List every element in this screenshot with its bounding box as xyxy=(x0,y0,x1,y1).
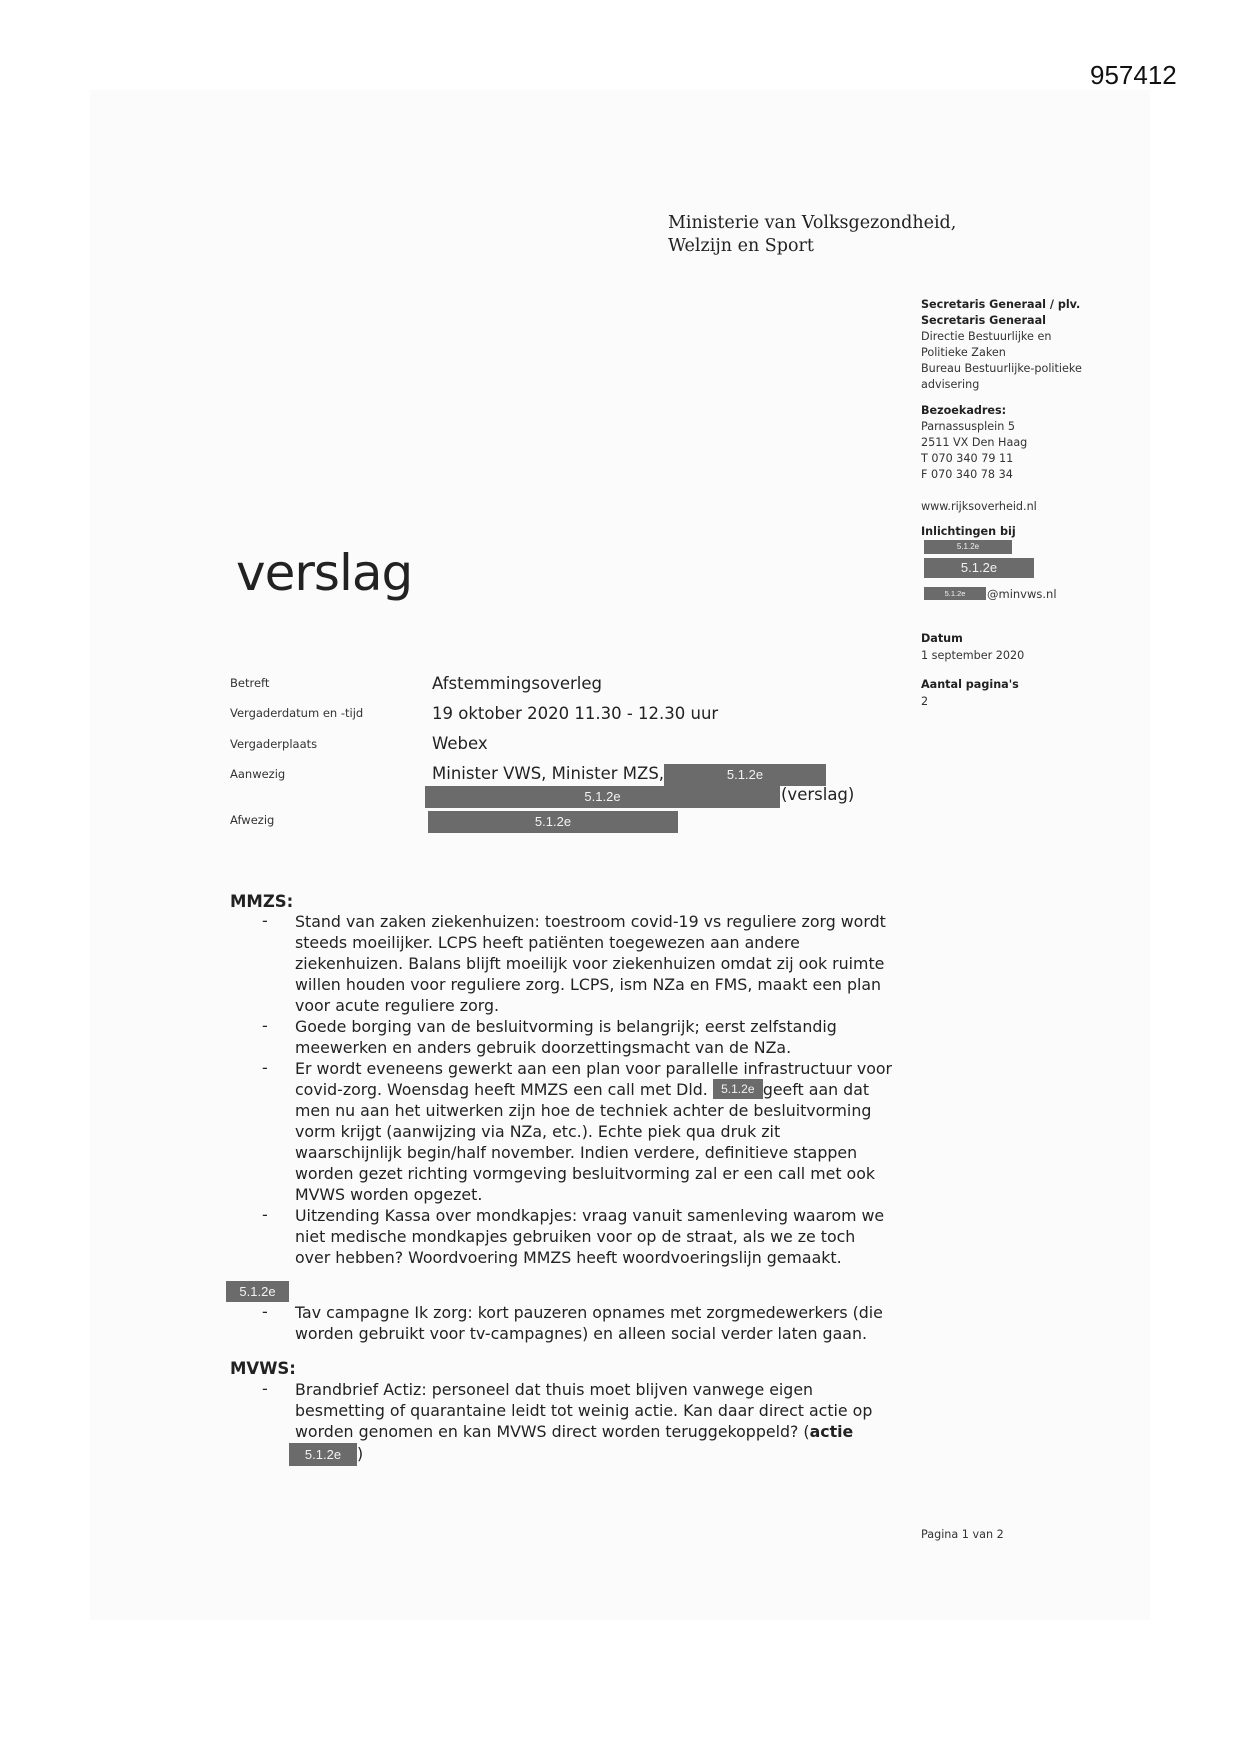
website-link[interactable]: www.rijksoverheid.nl xyxy=(921,500,1037,513)
redaction-box: 5.1.2e xyxy=(924,587,986,600)
bullet-dash: - xyxy=(262,1302,268,1321)
section-heading-mmzs: MMZS: xyxy=(230,892,294,911)
bullet-dash: - xyxy=(262,1205,268,1224)
page-number: Pagina 1 van 2 xyxy=(921,1528,1004,1541)
list-item: Brandbrief Actiz: personeel dat thuis moet blijven vanwege eigen besmetting of quarantaine leidt tot weinig actie. Kan daar direct actie op worden genomen en kan MVWS direct worden teruggekoppeld? (actie xyxy=(295,1380,873,1441)
address-line: F 070 340 78 34 xyxy=(921,468,1013,481)
sidebar-org xyxy=(921,297,1151,393)
datum-label: Vergaderdatum en -tijd xyxy=(230,706,364,720)
bullet-dash: - xyxy=(262,1058,268,1077)
date-value: 1 september 2020 xyxy=(921,649,1025,662)
bullet-dash: - xyxy=(262,1016,268,1035)
document-title: verslag xyxy=(236,544,413,602)
sidebar-address xyxy=(921,403,1151,483)
aanwezig-value: Minister VWS, Minister MZS, xyxy=(432,764,665,783)
org-title-1: Secretaris Generaal / plv. xyxy=(921,298,1081,311)
list-item: Er wordt eveneens gewerkt aan een plan voor parallelle infrastructuur voor covid-zorg. Woensdag heeft MMZS een call met Dld. 5.1.2e geeft aan dat men nu aan het uitwerken zijn hoe de techniek achter de besluitvorming vorm krijgt (aanwijzing via NZa, etc.). Echte piek qua druk zit waarschijnlijk begin/half november. Indien verdere, definitieve stappen worden gezet richting vormgeving besluitvorming zal er een call met ook MVWS worden opgezet. xyxy=(295,1059,893,1204)
datum-value: 19 oktober 2020 11.30 - 12.30 uur xyxy=(432,704,719,723)
org-line: Politieke Zaken xyxy=(921,346,1006,359)
date-label: Datum xyxy=(921,632,963,645)
betreft-value: Afstemmingsoverleg xyxy=(432,674,602,693)
visit-label: Bezoekadres: xyxy=(921,404,1007,417)
redaction-box: 5.1.2e xyxy=(425,786,780,808)
org-line: Directie Bestuurlijke en xyxy=(921,330,1052,343)
afwezig-label: Afwezig xyxy=(230,813,275,827)
list-item: Tav campagne Ik zorg: kort pauzeren opnames met zorgmedewerkers (die worden gebruikt voor tv-campagnes) en alleen social verder laten gaan. xyxy=(295,1303,883,1343)
aanwezig-suffix: (verslag) xyxy=(781,785,855,804)
address-line: Parnassusplein 5 xyxy=(921,420,1015,433)
redaction-box: 5.1.2e xyxy=(664,764,826,786)
list-item: Stand van zaken ziekenhuizen: toestroom covid-19 vs reguliere zorg wordt steeds moeilijker. LCPS heeft patiënten toegewezen aan andere ziekenhuizen. Balans blijft moeilijk voor ziekenhuizen omdat zij ook ruimte willen houden voor reguliere zorg. LCPS, ism NZa en FMS, maakt een plan voor acute reguliere zorg. xyxy=(295,912,886,1015)
plaats-value: Webex xyxy=(432,734,488,753)
info-label: Inlichtingen bij xyxy=(921,525,1016,538)
address-line: 2511 VX Den Haag xyxy=(921,436,1028,449)
closing-paren: ) xyxy=(357,1444,364,1463)
org-title-2: Secretaris Generaal xyxy=(921,314,1046,327)
redaction-box: 5.1.2e xyxy=(713,1079,763,1099)
plaats-label: Vergaderplaats xyxy=(230,737,318,751)
redaction-box: 5.1.2e xyxy=(428,811,678,833)
redaction-box: 5.1.2e xyxy=(289,1443,357,1466)
bullet-dash: - xyxy=(262,1379,268,1398)
ministry-line-2: Welzijn en Sport xyxy=(668,236,814,256)
redaction-box: 5.1.2e xyxy=(924,558,1034,578)
section-heading-mvws: MVWS: xyxy=(230,1359,296,1378)
org-line: Bureau Bestuurlijke-politieke xyxy=(921,362,1082,375)
email-suffix: @minvws.nl xyxy=(987,587,1057,601)
address-line: T 070 340 79 11 xyxy=(921,452,1014,465)
ministry-line-1: Ministerie van Volksgezondheid, xyxy=(668,213,957,233)
pages-label: Aantal pagina's xyxy=(921,678,1019,691)
aanwezig-label: Aanwezig xyxy=(230,767,286,781)
redaction-box: 5.1.2e xyxy=(924,540,1012,554)
list-item: Goede borging van de besluitvorming is belangrijk; eerst zelfstandig meewerken en anders gebruik doorzettingsmacht van de NZa. xyxy=(295,1017,837,1057)
org-line: advisering xyxy=(921,378,980,391)
bullet-dash: - xyxy=(262,911,268,930)
list-item: Uitzending Kassa over mondkapjes: vraag vanuit samenleving waarom we niet medische mondkapjes gebruiken voor op de straat, als we ze toch over hebben? Woordvoering MMZS heeft woordvoeringslijn gemaakt. xyxy=(295,1206,885,1267)
document-number: 957412 xyxy=(1090,60,1177,90)
ministry-logo-text xyxy=(668,212,956,258)
redaction-box: 5.1.2e xyxy=(226,1281,289,1302)
betreft-label: Betreft xyxy=(230,676,270,690)
pages-value: 2 xyxy=(921,695,929,708)
